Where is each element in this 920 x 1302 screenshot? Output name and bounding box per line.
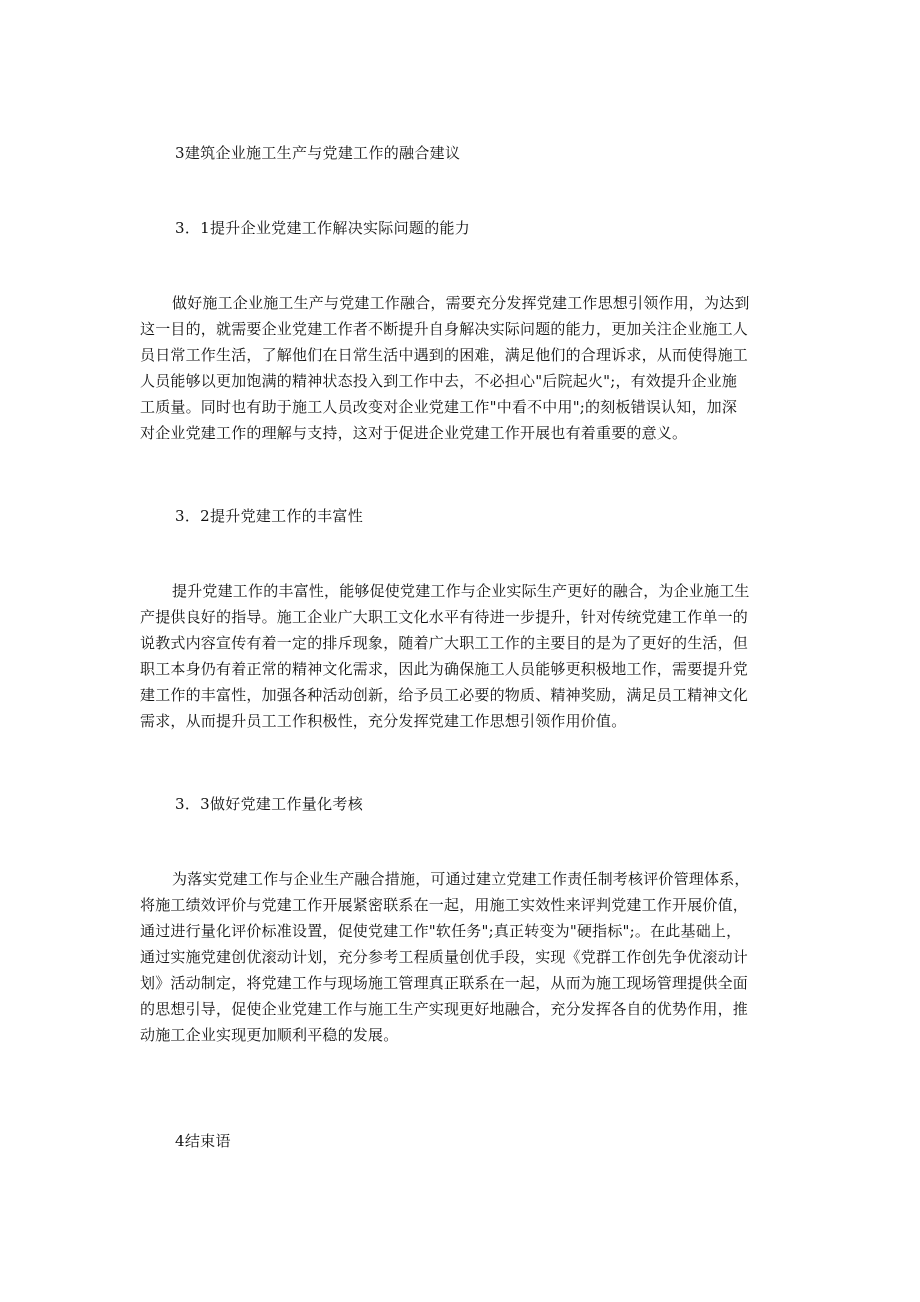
- paragraph-line: 划》活动制定，将党建工作与现场施工管理真正联系在一起，从而为施工现场管理提供全面: [140, 974, 749, 992]
- paragraph-line: 人员能够以更加饱满的精神状态投入到工作中去，不必担心"后院起火";，有效提升企业施: [140, 372, 738, 390]
- subsection-heading-3-3: 3．3做好党建工作量化考核: [175, 795, 363, 813]
- paragraph-line: 对企业党建工作的理解与支持，这对于促进企业党建工作开展也有着重要的意义。: [140, 424, 688, 442]
- section-heading-4: 4结束语: [175, 1132, 231, 1150]
- paragraph-line: 这一目的，就需要企业党建工作者不断提升自身解决实际问题的能力，更加关注企业施工人: [140, 320, 749, 338]
- paragraph-line: 动施工企业实现更加顺利平稳的发展。: [140, 1026, 399, 1044]
- subsection-heading-3-1: 3．1提升企业党建工作解决实际问题的能力: [175, 219, 471, 237]
- paragraph-line: 通过实施党建创优滚动计划，充分参考工程质量创优手段，实现《党群工作创先争优滚动计: [140, 948, 749, 966]
- paragraph-line: 的思想引导，促使企业党建工作与施工生产实现更好地融合，充分发挥各自的优势作用，推: [140, 1000, 749, 1018]
- subsection-heading-3-2: 3．2提升党建工作的丰富性: [175, 507, 363, 525]
- paragraph-line: 做好施工企业施工生产与党建工作融合，需要充分发挥党建工作思想引领作用，为达到: [172, 294, 750, 312]
- paragraph-line: 需求，从而提升员工工作积极性，充分发挥党建工作思想引领作用价值。: [140, 712, 627, 730]
- section-heading-3: 3建筑企业施工生产与党建工作的融合建议: [175, 144, 461, 162]
- paragraph-3-2: [140, 578, 800, 734]
- paragraph-line: 将施工绩效评价与党建工作开展紧密联系在一起，用施工实效性来评判党建工作开展价值，: [140, 896, 749, 914]
- paragraph-line: 提升党建工作的丰富性，能够促使党建工作与企业实际生产更好的融合，为企业施工生: [172, 582, 750, 600]
- paragraph-line: 职工本身仍有着正常的精神文化需求，因此为确保施工人员能够更积极地工作，需要提升党: [140, 660, 749, 678]
- paragraph-line: 通过进行量化评价标准设置，促使党建工作"软任务";真正转变为"硬指标";。在此基础上，: [140, 922, 742, 940]
- paragraph-line: 为落实党建工作与企业生产融合措施，可通过建立党建工作责任制考核评价管理体系，: [172, 870, 750, 888]
- paragraph-line: 员日常工作生活，了解他们在日常生活中遇到的困难，满足他们的合理诉求，从而使得施工: [140, 346, 749, 364]
- paragraph-line: 工质量。同时也有助于施工人员改变对企业党建工作"中看不中用";的刻板错误认知，加深: [140, 398, 738, 416]
- paragraph-line: 建工作的丰富性，加强各种活动创新，给予员工必要的物质、精神奖励，满足员工精神文化: [140, 686, 749, 704]
- paragraph-3-1: [140, 290, 800, 446]
- paragraph-3-3: [140, 866, 800, 1048]
- paragraph-line: 产提供良好的指导。施工企业广大职工文化水平有待进一步提升，针对传统党建工作单一的: [140, 608, 749, 626]
- paragraph-line: 说教式内容宣传有着一定的排斥现象，随着广大职工工作的主要目的是为了更好的生活，但: [140, 634, 749, 652]
